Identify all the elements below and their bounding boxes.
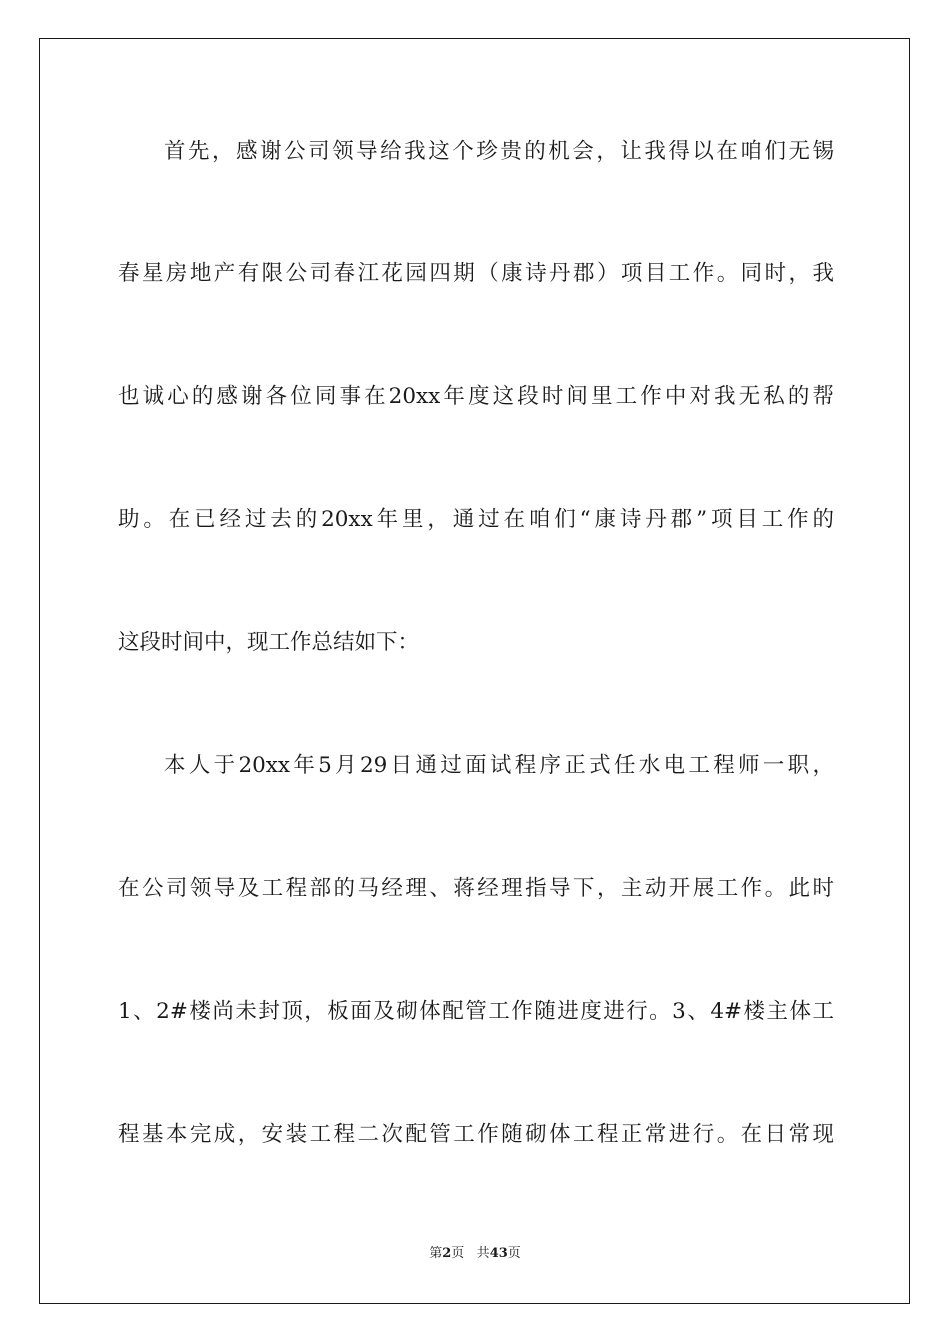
footer-total-pages: 43 [489,1246,508,1261]
footer-total-suffix: 页 [507,1246,521,1261]
paragraph-1-line-3: 也诚心的感谢各位同事在20xx年度这段时间里工作中对我无私的帮 [118,384,834,409]
paragraph-1-line-2: 春星房地产有限公司春江花园四期（康诗丹郡）项目工作。同时，我 [118,261,834,286]
footer-total-prefix: 共 [476,1246,490,1261]
footer-prefix: 第 [429,1246,443,1261]
paragraph-1-line-4: 助。在已经过去的20xx年里，通过在咱们“康诗丹郡”项目工作的 [118,507,834,532]
paragraph-2-line-3: 1、2#楼尚未封顶，板面及砌体配管工作随进度进行。3、4#楼主体工 [118,999,834,1024]
paragraph-1-line-1: 首先，感谢公司领导给我这个珍贵的机会，让我得以在咱们无锡 [164,139,834,164]
paragraph-2-line-2: 在公司领导及工程部的马经理、蒋经理指导下，主动开展工作。此时 [118,876,834,901]
footer-page-number: 2 [442,1246,452,1261]
paragraph-2-line-4: 程基本完成，安装工程二次配管工作随砌体工程正常进行。在日常现 [118,1122,834,1147]
paragraph-2-line-1: 本人于20xx年5月29日通过面试程序正式任水电工程师一职， [164,753,834,778]
page-border [39,38,910,1304]
footer-page-suffix: 页 [451,1246,465,1261]
page-footer [0,1245,950,1263]
paragraph-1-line-5: 这段时间中，现工作总结如下： [118,630,420,655]
